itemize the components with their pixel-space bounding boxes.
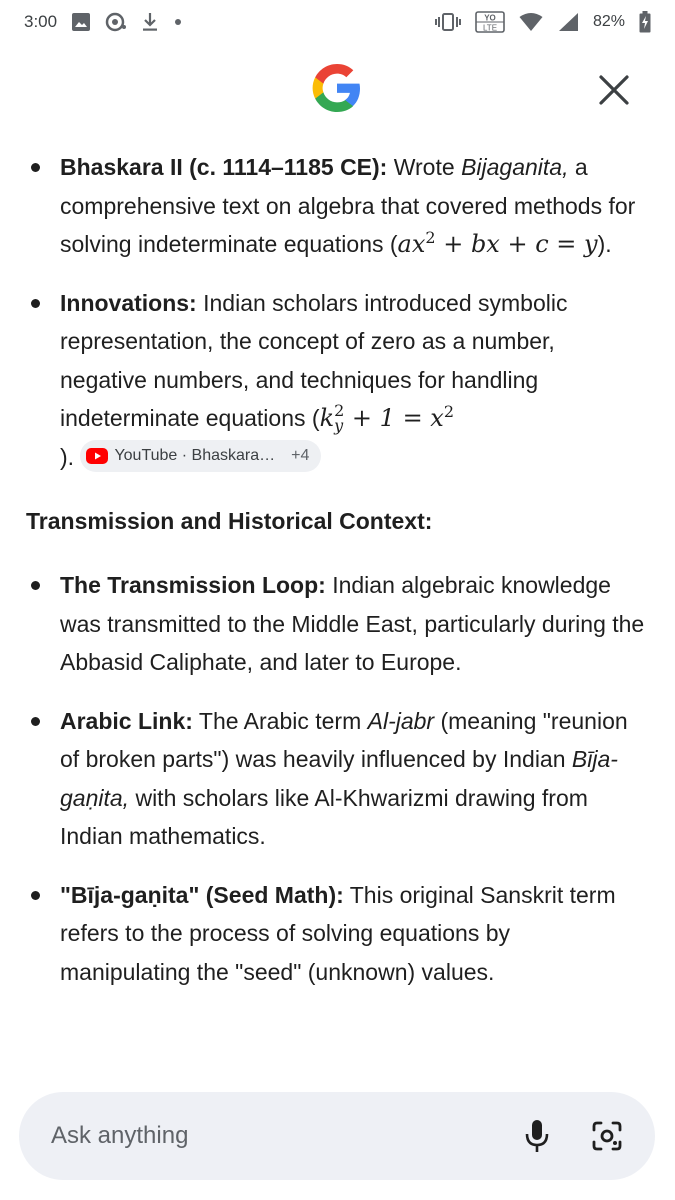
bullet-list-bottom [0,566,675,991]
bullet-dot [31,163,40,172]
gallery-icon [71,12,91,32]
item-italic: Al-jabr [367,707,435,734]
signal-icon [557,12,579,32]
status-bar [0,0,675,44]
item-text: This original Sanskrit term refers to the process of solving equations by manipulating the "seed" (unknown) values. [60,881,616,985]
list-item-transmission-loop [0,566,675,682]
item-text: with scholars like Al-Khwarizmi drawing from Indian mathematics. [60,784,588,849]
ask-bar [19,1092,655,1180]
item-italic: Bijaganita, [461,154,569,180]
status-time: 3:00 [24,12,58,31]
list-item-arabic-link [0,702,675,856]
svg-text:LTE: LTE [482,23,498,33]
source-chip[interactable] [80,440,321,472]
lens-camera-icon[interactable] [587,1116,627,1156]
ask-input[interactable] [51,1122,517,1150]
close-icon[interactable] [596,72,632,108]
item-italic: Bīja-gaṇita, [60,746,618,811]
bullet-dot [31,581,40,590]
item-text: Indian scholars introduced symbolic representation, the concept of zero as a number, negative numbers, and techniques for handling indeterminate equations ( [60,289,568,431]
bullet-dot [31,717,40,726]
notification-dot-icon [173,17,183,27]
item-text: a comprehensive text on algebra that covered methods for solving indeterminate equations ( [60,154,636,257]
response-content [0,148,675,1078]
item-label: Arabic Link: [60,707,193,734]
header [0,54,675,126]
item-text: ). [597,231,612,257]
chip-label: YouTube · Bhaskara… [114,447,276,465]
item-text: Indian algebraic knowledge was transmitted to the Middle East, particularly during the Abbasid Caliphate, and later to Europe. [60,572,645,675]
svg-text:YO: YO [484,13,496,23]
item-text: ). [60,443,75,470]
sync-icon [105,12,127,32]
download-icon [141,12,159,32]
wifi-icon [519,12,543,32]
bullet-dot [31,299,40,308]
list-item-bhaskara [0,148,675,264]
google-g-logo-icon[interactable] [309,60,365,116]
list-item-innovations [0,284,675,477]
item-label: The Transmission Loop: [60,572,326,598]
item-label: "Bīja-gaṇita" (Seed Math): [60,881,344,908]
item-text: Wrote [387,154,462,180]
bullet-list-top [0,148,675,476]
battery-percent: 82% [592,13,625,30]
bullet-dot [31,891,40,900]
math-formula: $ax^2$ + bx + c = y [397,228,598,258]
item-text: The Arabic term [192,707,368,734]
status-bar-right [435,11,651,33]
battery-charging-icon [639,11,651,33]
volte-icon [475,11,505,33]
chip-count: +4 [291,447,310,465]
mic-icon[interactable] [517,1116,557,1156]
item-label: Bhaskara II (c. 1114–1185 CE): [60,154,388,180]
status-bar-left [24,12,183,32]
youtube-icon [86,448,108,464]
vibrate-icon [435,12,461,32]
item-label: Innovations: [60,289,197,316]
section-heading: Transmission and Historical Context: [26,508,433,534]
list-item-bija-ganita [0,876,675,992]
math-formula: k 2 y + $1 = x^2$ [319,400,455,435]
item-text: (meaning "reunion of broken parts") was heavily influenced by Indian [60,707,628,772]
